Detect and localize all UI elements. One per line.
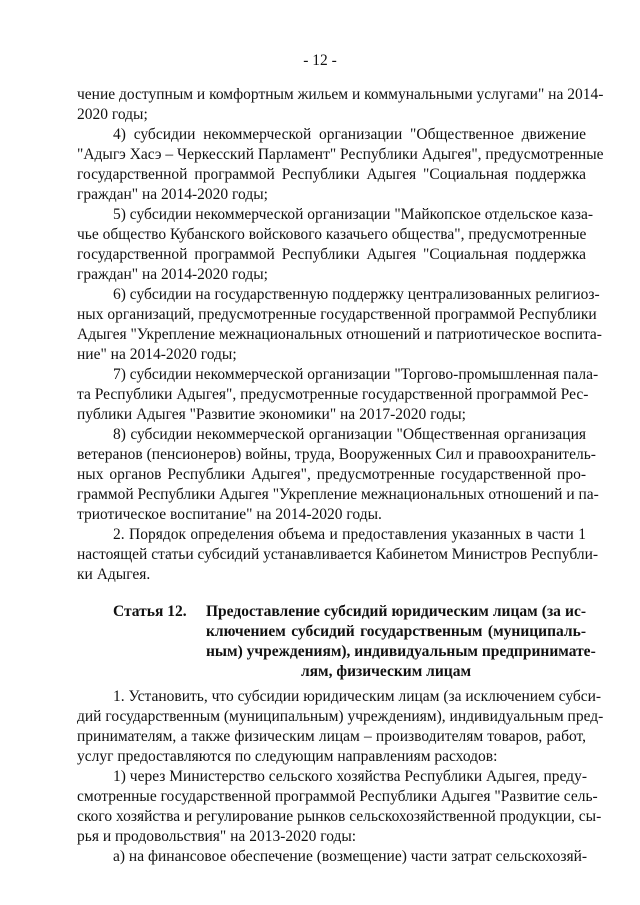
- text-line: публики Адыгея "Развитие экономики" на 2017-2020 годы;: [77, 406, 466, 423]
- text-line: рья и продовольствия" на 2013-2020 годы:: [77, 828, 357, 845]
- text-line: чение доступным и комфортным жильем и коммунальными услугами" на 2014-: [77, 86, 604, 103]
- text-line: триотическое воспитание" на 2014-2020 годы.: [77, 506, 382, 523]
- text-line: услуг предоставляются по следующим направлениям расходов:: [77, 748, 498, 765]
- text-line: смотренные государственной программой Республики Адыгея "Развитие сель-: [77, 788, 598, 805]
- text-line: 1) через Министерство сельского хозяйства Республики Адыгея, преду-: [113, 768, 587, 785]
- text-line: граждан" на 2014-2020 годы;: [77, 186, 268, 203]
- page-number: - 12 -: [303, 52, 337, 69]
- article-title-line: ным) учреждениям), индивидуальным предпринимате-: [206, 643, 596, 660]
- article-title-line: лям, физическим лицам: [300, 663, 472, 680]
- text-line: ние" на 2014-2020 годы;: [77, 346, 237, 363]
- text-line: граммой Республики Адыгея "Укрепление межнациональных отношений и па-: [77, 486, 599, 503]
- article-title-line: ключением субсидий государственным (муниципаль-: [206, 623, 586, 640]
- text-line: Адыгея "Укрепление межнациональных отношений и патриотическое воспита-: [77, 326, 602, 343]
- article-title-line: Предоставление субсидий юридическим лицам (за ис-: [206, 603, 586, 620]
- text-line: чье общество Кубанского войскового казачьего общества", предусмотренные: [77, 226, 587, 243]
- text-line: граждан" на 2014-2020 годы;: [77, 266, 268, 283]
- text-line: 6) субсидии на государственную поддержку централизованных религиоз-: [113, 286, 600, 303]
- text-line: ветеранов (пенсионеров) войны, труда, Вооруженных Сил и правоохранитель-: [77, 446, 596, 463]
- text-line: государственной программой Республики Адыгея "Социальная поддержка: [77, 166, 586, 183]
- text-line: принимателям, а также физическим лицам – производителям товаров, работ,: [77, 728, 586, 745]
- article-label: Статья 12.: [113, 603, 187, 620]
- text-line: ского хозяйства и регулирование рынков сельскохозяйственной продукции, сы-: [77, 808, 602, 825]
- text-line: ки Адыгея.: [77, 566, 151, 583]
- text-line: 2020 годы;: [77, 106, 148, 123]
- text-line: а) на финансовое обеспечение (возмещение) части затрат сельскохозяй-: [113, 848, 588, 865]
- text-line: ных организаций, предусмотренные государственной программой Республики: [77, 306, 597, 323]
- text-line: 1. Установить, что субсидии юридическим лицам (за исключением субси-: [113, 688, 602, 705]
- text-line: 7) субсидии некоммерческой организации "Торгово-промышленная пала-: [113, 366, 599, 383]
- text-line: та Республики Адыгея", предусмотренные государственной программой Рес-: [77, 386, 589, 403]
- text-line: 2. Порядок определения объема и предоставления указанных в части 1: [113, 526, 586, 543]
- text-line: настоящей статьи субсидий устанавливается Кабинетом Министров Республи-: [77, 546, 599, 563]
- text-line: "Адыгэ Хасэ – Черкесский Парламент" Республики Адыгея", предусмотренные: [77, 146, 604, 163]
- text-line: 5) субсидии некоммерческой организации "Майкопское отдельское каза-: [113, 206, 594, 223]
- text-line: дий государственным (муниципальным) учреждениям), индивидуальным пред-: [77, 708, 604, 725]
- text-line: ных органов Республики Адыгея", предусмотренные государственной про-: [77, 466, 586, 483]
- text-line: государственной программой Республики Адыгея "Социальная поддержка: [77, 246, 586, 263]
- text-line: 4) субсидии некоммерческой организации "Общественное движение: [113, 126, 586, 143]
- text-line: 8) субсидии некоммерческой организации "Общественная организация: [113, 426, 586, 443]
